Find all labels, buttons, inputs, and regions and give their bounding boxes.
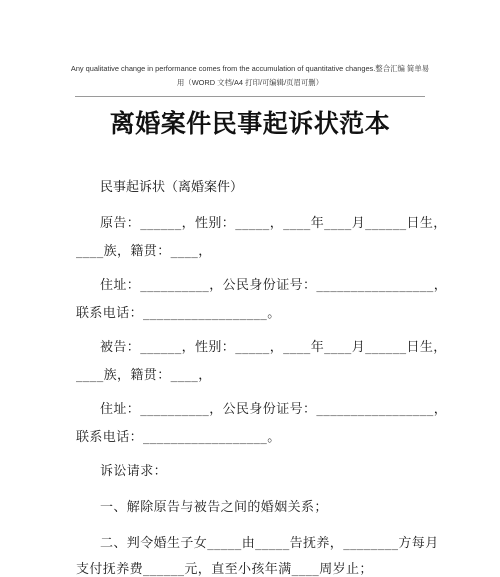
document-header-line-1: Any qualitative change in performance comes from the accumulation of quantitative changes.整合汇编 简单易 [70,64,430,73]
claims-heading: 诉讼请求： [100,464,168,479]
plaintiff-basic-info: 原告：______，性别：_____，____年____月______日生， [100,216,447,231]
defendant-phone: 联系电话：__________________。 [76,430,281,445]
defendant-ethnicity-origin: ____族，籍贯：____， [76,368,212,383]
document-header-line-2: 用（WORD 文档/A4 打印/可编辑/页眉可删） [176,78,324,87]
claim-item-2-continued: 支付抚养费______元，直至小孩年满____周岁止； [76,562,373,577]
document-title: 离婚案件民事起诉状范本 [109,109,391,138]
plaintiff-address-id: 住址：__________，公民身份证号：_________________， [100,278,448,293]
defendant-basic-info: 被告：______，性别：_____，____年____月______日生， [100,340,447,355]
document-subtitle: 民事起诉状（离婚案件） [100,180,244,195]
plaintiff-ethnicity-origin: ____族，籍贯：____， [76,244,212,259]
plaintiff-phone: 联系电话：__________________。 [76,306,281,321]
claim-item-2: 二、判令婚生子女_____由_____告抚养，________方每月 [100,536,439,551]
defendant-address-id: 住址：__________，公民身份证号：_________________， [100,402,448,417]
claim-item-1: 一、解除原告与被告之间的婚姻关系； [100,500,328,515]
header-divider [75,96,425,97]
